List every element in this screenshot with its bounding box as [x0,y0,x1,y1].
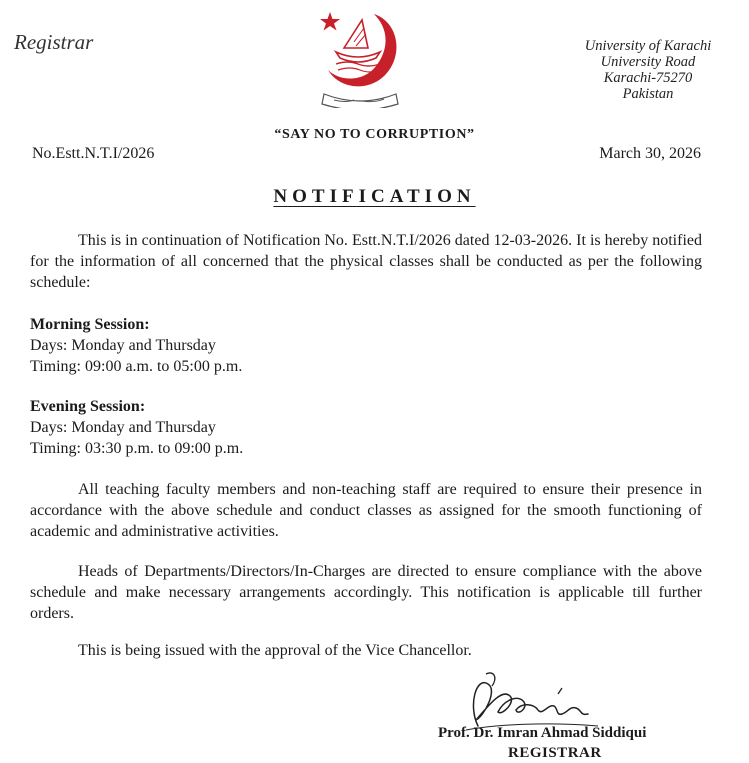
approval-text: This is being issued with the approval of the Vice Chancellor. [78,642,472,659]
staff-paragraph [30,479,702,542]
evening-session-timing: Timing: 03:30 p.m. to 09:00 p.m. [30,440,244,457]
evening-session [30,396,243,459]
address-line: University of Karachi [584,38,712,54]
reference-number: No.Estt.N.T.I/2026 [32,145,155,162]
staff-text: All teaching faculty members and non-teaching staff are required to ensure their presence in accordance with the above schedule and conduct classes as assigned for the smooth functioning of academic and administrative activities. [30,481,702,540]
morning-session-heading: Morning Session: [30,316,150,333]
morning-session [30,314,242,377]
address-line: University Road [600,54,696,70]
heads-paragraph [30,561,702,624]
intro-text: This is in continuation of Notification No. Estt.N.T.I/2026 dated 12-03-2026. It is hereby notified for the information of all concerned that the physical classes shall be conducted as per the following schedule: [30,232,702,291]
document-title-text: NOTIFICATION [273,186,476,207]
approval-paragraph [30,642,472,660]
morning-session-days: Days: Monday and Thursday [30,337,216,354]
address-line: Karachi-75270 [603,70,693,86]
issue-date: March 30, 2026 [599,145,701,162]
morning-session-timing: Timing: 09:00 a.m. to 05:00 p.m. [30,358,243,375]
university-emblem-logo [318,8,402,108]
office-label: Registrar [14,30,94,54]
signatory-title: REGISTRAR [508,745,602,761]
document-title [0,186,749,208]
heads-text: Heads of Departments/Directors/In-Charges are directed to ensure compliance with the above schedule and make necessary arrangements accordingly. This notification is applicable till further orders. [30,563,702,622]
motto: “SAY NO TO CORRUPTION” [274,127,475,142]
star-icon [320,12,340,31]
intro-paragraph [30,230,702,293]
address-line: Pakistan [622,86,674,102]
evening-session-heading: Evening Session: [30,398,146,415]
signatory-name: Prof. Dr. Imran Ahmad Siddiqui [438,725,647,741]
evening-session-days: Days: Monday and Thursday [30,419,216,436]
university-address [563,38,733,102]
